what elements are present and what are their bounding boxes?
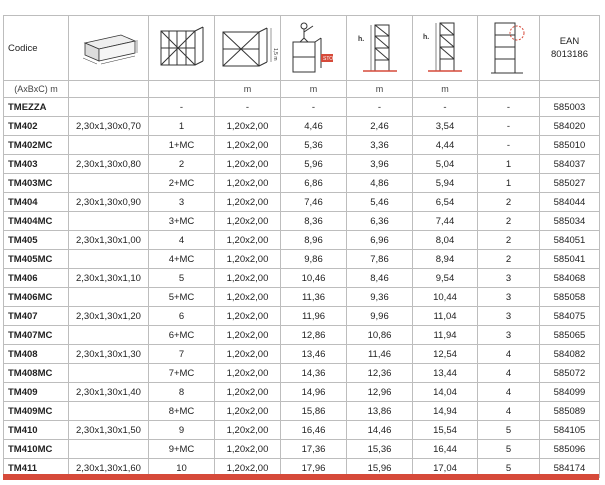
ean-cell: 585041 xyxy=(540,250,600,269)
ean-cell: 584020 xyxy=(540,117,600,136)
dimensions-cell xyxy=(69,136,149,155)
platform-height-cell: 11,94 xyxy=(413,326,478,345)
base-size-cell: 1,20x2,00 xyxy=(215,174,281,193)
tower-height-cell: 2,46 xyxy=(347,117,413,136)
base-size-cell: 1,20x2,00 xyxy=(215,155,281,174)
tower-h1-icon-cell xyxy=(347,16,413,81)
table-row xyxy=(4,364,600,383)
dimensions-cell xyxy=(69,212,149,231)
stabilizers-cell: 1 xyxy=(478,155,540,174)
modules-cell: 7 xyxy=(149,345,215,364)
svg-text:STOP: STOP xyxy=(322,56,337,62)
tower-height-cell: 3,96 xyxy=(347,155,413,174)
total-height-cell: 7,46 xyxy=(281,193,347,212)
platform-height-cell: 13,44 xyxy=(413,364,478,383)
tower-height-cell: 5,46 xyxy=(347,193,413,212)
table-row xyxy=(4,307,600,326)
tower-height-cell: 9,36 xyxy=(347,288,413,307)
code-header: Codice xyxy=(4,16,69,81)
product-code: TM405MC xyxy=(4,250,69,269)
base-size-cell: 1,20x2,00 xyxy=(215,383,281,402)
dimensions-cell xyxy=(69,440,149,459)
stabilizers-cell: 1 xyxy=(478,174,540,193)
tower-platform-height-icon xyxy=(420,19,470,77)
platform-height-cell: 7,44 xyxy=(413,212,478,231)
base-size-cell: 1,20x2,00 xyxy=(215,231,281,250)
unit-cell: m xyxy=(413,81,478,98)
platform-height-cell: 8,94 xyxy=(413,250,478,269)
total-height-cell: 9,86 xyxy=(281,250,347,269)
base-size-cell: 1,20x2,00 xyxy=(215,459,281,478)
modules-cell: 9+MC xyxy=(149,440,215,459)
product-code: TM403 xyxy=(4,155,69,174)
ean-cell: 584082 xyxy=(540,345,600,364)
modules-cell: 8+MC xyxy=(149,402,215,421)
modules-cell: 4 xyxy=(149,231,215,250)
tower-height-cell: 6,36 xyxy=(347,212,413,231)
stabilizers-cell: 4 xyxy=(478,345,540,364)
tower-height-cell: 12,96 xyxy=(347,383,413,402)
stabilizers-cell: 2 xyxy=(478,193,540,212)
table-row xyxy=(4,212,600,231)
stabilizers-cell: 3 xyxy=(478,326,540,345)
ean-cell: 585089 xyxy=(540,402,600,421)
ean-cell: 584075 xyxy=(540,307,600,326)
total-height-cell: 14,36 xyxy=(281,364,347,383)
base-size-cell: 1,20x2,00 xyxy=(215,288,281,307)
total-height-cell: 6,86 xyxy=(281,174,347,193)
total-height-cell: 11,96 xyxy=(281,307,347,326)
ean-cell: 584174 xyxy=(540,459,600,478)
box-icon-cell xyxy=(69,16,149,81)
total-height-cell: 15,86 xyxy=(281,402,347,421)
worker-on-tower-icon xyxy=(285,20,343,76)
modules-cell: 3 xyxy=(149,193,215,212)
table-row xyxy=(4,155,600,174)
dimensions-cell: 2,30x1,30x1,00 xyxy=(69,231,149,250)
table-row xyxy=(4,421,600,440)
unit-cell: m xyxy=(215,81,281,98)
dimensions-cell: 2,30x1,30x1,50 xyxy=(69,421,149,440)
product-code: TM403MC xyxy=(4,174,69,193)
base-size-cell: 1,20x2,00 xyxy=(215,307,281,326)
ean-cell: 585003 xyxy=(540,98,600,117)
table-row xyxy=(4,440,600,459)
product-code: TM408 xyxy=(4,345,69,364)
modules-cell: 6+MC xyxy=(149,326,215,345)
product-code: TM409MC xyxy=(4,402,69,421)
dimensions-cell xyxy=(69,174,149,193)
svg-text:1,5 m: 1,5 m xyxy=(271,48,278,61)
total-height-cell: 12,86 xyxy=(281,326,347,345)
tower-height-cell: 3,36 xyxy=(347,136,413,155)
unit-cell xyxy=(478,81,540,98)
tower-height-cell: - xyxy=(347,98,413,117)
ean-label: EAN xyxy=(559,36,580,47)
accent-bar xyxy=(3,474,599,480)
platform-height-cell: - xyxy=(413,98,478,117)
table-row xyxy=(4,345,600,364)
dimensions-cell xyxy=(69,364,149,383)
modules-cell: 1+MC xyxy=(149,136,215,155)
total-height-cell: 17,96 xyxy=(281,459,347,478)
ean-cell: 585034 xyxy=(540,212,600,231)
tower-height-cell: 8,46 xyxy=(347,269,413,288)
platform-height-cell: 14,94 xyxy=(413,402,478,421)
stabilizer-icon-cell xyxy=(478,16,540,81)
total-height-cell: 11,36 xyxy=(281,288,347,307)
ean-header xyxy=(540,16,600,81)
dimensions-cell: 2,30x1,30x0,80 xyxy=(69,155,149,174)
unit-cell: m xyxy=(347,81,413,98)
ean-prefix: 8013186 xyxy=(551,49,588,60)
platform-height-cell: 4,44 xyxy=(413,136,478,155)
table-row xyxy=(4,269,600,288)
modules-cell: 1 xyxy=(149,117,215,136)
frame-module-icon xyxy=(157,25,207,71)
modules-cell: 2 xyxy=(149,155,215,174)
ean-cell: 584044 xyxy=(540,193,600,212)
ean-cell: 585027 xyxy=(540,174,600,193)
unit-cell: (AxBxC) m xyxy=(4,81,69,98)
product-code: TM408MC xyxy=(4,364,69,383)
tower-height-cell: 6,96 xyxy=(347,231,413,250)
ean-cell: 584037 xyxy=(540,155,600,174)
table-row xyxy=(4,174,600,193)
stabilizers-cell: 4 xyxy=(478,402,540,421)
base-size-cell: 1,20x2,00 xyxy=(215,345,281,364)
dimensions-cell xyxy=(69,326,149,345)
total-height-cell: 4,46 xyxy=(281,117,347,136)
tower-height-cell: 4,86 xyxy=(347,174,413,193)
table-row xyxy=(4,402,600,421)
units-row xyxy=(4,81,600,98)
platform-height-cell: 14,04 xyxy=(413,383,478,402)
product-code: TM407MC xyxy=(4,326,69,345)
platform-height-cell: 12,54 xyxy=(413,345,478,364)
dimensions-cell xyxy=(69,98,149,117)
product-code: TM404MC xyxy=(4,212,69,231)
dimensions-cell: 2,30x1,30x1,40 xyxy=(69,383,149,402)
svg-text:h.: h. xyxy=(423,34,430,41)
package-box-icon xyxy=(79,31,139,65)
ean-cell: 585065 xyxy=(540,326,600,345)
product-code: TM410MC xyxy=(4,440,69,459)
total-height-cell: 13,46 xyxy=(281,345,347,364)
platform-height-cell: 8,04 xyxy=(413,231,478,250)
base-size-cell: 1,20x2,00 xyxy=(215,421,281,440)
product-code: TM402 xyxy=(4,117,69,136)
platform-height-cell: 9,54 xyxy=(413,269,478,288)
ean-cell: 585096 xyxy=(540,440,600,459)
product-code: TM407 xyxy=(4,307,69,326)
base-size-cell: 1,20x2,00 xyxy=(215,193,281,212)
platform-height-cell: 5,94 xyxy=(413,174,478,193)
total-height-cell: 17,36 xyxy=(281,440,347,459)
stabilizers-cell: - xyxy=(478,136,540,155)
modules-cell: 6 xyxy=(149,307,215,326)
dimensions-cell xyxy=(69,402,149,421)
dimensions-cell: 2,30x1,30x0,70 xyxy=(69,117,149,136)
stabilizers-cell: 2 xyxy=(478,212,540,231)
base-size-cell: 1,20x2,00 xyxy=(215,440,281,459)
unit-cell: m xyxy=(281,81,347,98)
ean-cell: 585058 xyxy=(540,288,600,307)
base-size-cell: 1,20x2,00 xyxy=(215,364,281,383)
stabilizers-cell: 5 xyxy=(478,459,540,478)
base-size-cell: 1,20x2,00 xyxy=(215,269,281,288)
table-row xyxy=(4,383,600,402)
frame-icon-cell xyxy=(149,16,215,81)
stabilizers-cell: 4 xyxy=(478,383,540,402)
ean-cell: 584051 xyxy=(540,231,600,250)
product-code: TM406 xyxy=(4,269,69,288)
modules-cell: 10 xyxy=(149,459,215,478)
platform-height-cell: 17,04 xyxy=(413,459,478,478)
stabilizers-cell: 2 xyxy=(478,231,540,250)
product-code: TM404 xyxy=(4,193,69,212)
table-row xyxy=(4,136,600,155)
stabilizers-cell: 3 xyxy=(478,307,540,326)
modules-cell: 5+MC xyxy=(149,288,215,307)
table-row xyxy=(4,193,600,212)
platform-height-cell: 11,04 xyxy=(413,307,478,326)
base-size-cell: 1,20x2,00 xyxy=(215,250,281,269)
product-code: TM402MC xyxy=(4,136,69,155)
unit-cell xyxy=(540,81,600,98)
scaffold-spec-table xyxy=(3,15,600,478)
dimensions-cell: 2,30x1,30x1,60 xyxy=(69,459,149,478)
unit-cell xyxy=(69,81,149,98)
base-size-cell: 1,20x2,00 xyxy=(215,136,281,155)
modules-cell: 2+MC xyxy=(149,174,215,193)
tower-height-cell: 12,36 xyxy=(347,364,413,383)
total-height-cell: 5,96 xyxy=(281,155,347,174)
modules-cell: 8 xyxy=(149,383,215,402)
product-code: TM410 xyxy=(4,421,69,440)
platform-height-cell: 10,44 xyxy=(413,288,478,307)
base-icon-cell xyxy=(215,16,281,81)
stabilizers-cell: - xyxy=(478,98,540,117)
product-code: TM406MC xyxy=(4,288,69,307)
total-height-cell: 8,96 xyxy=(281,231,347,250)
dimensions-cell: 2,30x1,30x1,30 xyxy=(69,345,149,364)
platform-height-cell: 16,44 xyxy=(413,440,478,459)
ean-cell: 584068 xyxy=(540,269,600,288)
table-row xyxy=(4,250,600,269)
product-code: TM409 xyxy=(4,383,69,402)
modules-cell: 9 xyxy=(149,421,215,440)
tower-height-cell: 14,46 xyxy=(347,421,413,440)
ean-cell: 585072 xyxy=(540,364,600,383)
modules-cell: - xyxy=(149,98,215,117)
tower-height-icon xyxy=(355,19,405,77)
ean-cell: 584099 xyxy=(540,383,600,402)
modules-cell: 3+MC xyxy=(149,212,215,231)
dimensions-cell: 2,30x1,30x0,90 xyxy=(69,193,149,212)
stabilizers-cell: 2 xyxy=(478,250,540,269)
stabilizers-cell: 5 xyxy=(478,440,540,459)
unit-cell xyxy=(149,81,215,98)
tower-height-cell: 11,46 xyxy=(347,345,413,364)
modules-cell: 5 xyxy=(149,269,215,288)
stabilizers-cell: 3 xyxy=(478,269,540,288)
platform-height-cell: 15,54 xyxy=(413,421,478,440)
modules-cell: 4+MC xyxy=(149,250,215,269)
stabilizers-cell: - xyxy=(478,117,540,136)
product-code: TM405 xyxy=(4,231,69,250)
base-size-cell: - xyxy=(215,98,281,117)
platform-height-cell: 6,54 xyxy=(413,193,478,212)
tower-h2-icon-cell xyxy=(413,16,478,81)
total-height-cell: 5,36 xyxy=(281,136,347,155)
dimensions-cell xyxy=(69,288,149,307)
tower-height-cell: 7,86 xyxy=(347,250,413,269)
ean-cell: 584105 xyxy=(540,421,600,440)
table-row xyxy=(4,98,600,117)
tower-height-cell: 9,96 xyxy=(347,307,413,326)
dimensions-cell: 2,30x1,30x1,10 xyxy=(69,269,149,288)
ean-cell: 585010 xyxy=(540,136,600,155)
tower-base-icon xyxy=(219,24,277,72)
total-height-cell: 8,36 xyxy=(281,212,347,231)
base-size-cell: 1,20x2,00 xyxy=(215,212,281,231)
tower-height-cell: 10,86 xyxy=(347,326,413,345)
total-height-cell: - xyxy=(281,98,347,117)
product-code: TM411 xyxy=(4,459,69,478)
total-height-cell: 16,46 xyxy=(281,421,347,440)
product-code: TMEZZA xyxy=(4,98,69,117)
total-height-cell: 14,96 xyxy=(281,383,347,402)
tower-height-cell: 15,36 xyxy=(347,440,413,459)
stabilizers-cell: 3 xyxy=(478,288,540,307)
tower-height-cell: 13,86 xyxy=(347,402,413,421)
stabilizers-cell: 5 xyxy=(478,421,540,440)
dimensions-cell: 2,30x1,30x1,20 xyxy=(69,307,149,326)
table-row xyxy=(4,117,600,136)
modules-cell: 7+MC xyxy=(149,364,215,383)
worker-icon-cell xyxy=(281,16,347,81)
stabilizers-cell: 4 xyxy=(478,364,540,383)
platform-height-cell: 3,54 xyxy=(413,117,478,136)
table-row xyxy=(4,231,600,250)
table-row xyxy=(4,326,600,345)
svg-text:h.: h. xyxy=(357,36,364,43)
total-height-cell: 10,46 xyxy=(281,269,347,288)
stabilizer-icon xyxy=(487,19,531,77)
header-row xyxy=(4,16,600,81)
dimensions-cell xyxy=(69,250,149,269)
base-size-cell: 1,20x2,00 xyxy=(215,402,281,421)
platform-height-cell: 5,04 xyxy=(413,155,478,174)
tower-height-cell: 15,96 xyxy=(347,459,413,478)
base-size-cell: 1,20x2,00 xyxy=(215,326,281,345)
table-row xyxy=(4,288,600,307)
base-size-cell: 1,20x2,00 xyxy=(215,117,281,136)
